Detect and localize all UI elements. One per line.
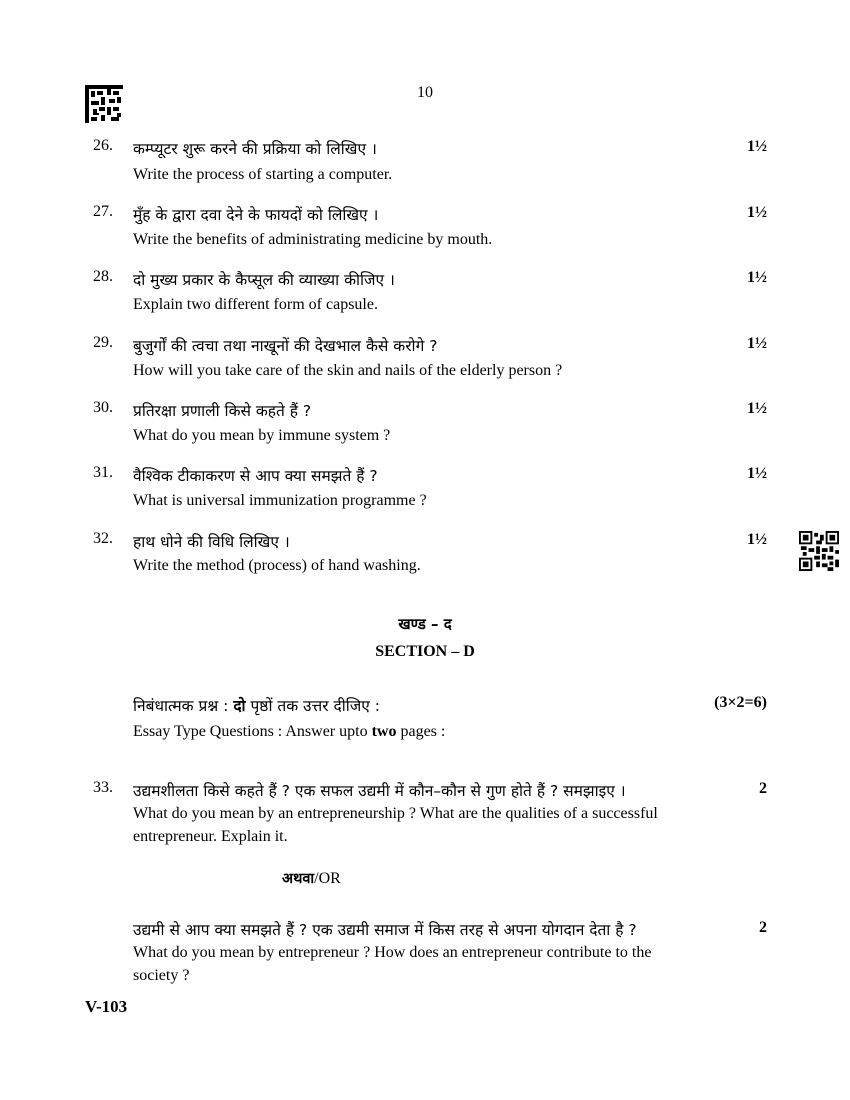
page-number: 10: [417, 84, 433, 101]
question-marks: 1½: [747, 269, 767, 286]
question-text-english: What is universal immunization programme ?: [133, 492, 427, 509]
question-number: 27.: [93, 203, 113, 220]
question-text-english: Write the method (process) of hand washing.: [133, 557, 421, 574]
question-number: 28.: [93, 268, 113, 285]
question-marks: 1½: [747, 138, 767, 155]
question-text-english: Explain two different form of capsule.: [133, 296, 378, 313]
question-text-hindi: कम्प्यूटर शुरू करने की प्रक्रिया को लिखिए ।: [133, 140, 377, 158]
question-text-hindi: मुँह के द्वारा दवा देने के फायदों को लिखिए ।: [133, 206, 379, 224]
question-text-hindi: प्रतिरक्षा प्रणाली किसे कहते हैं ?: [133, 402, 312, 420]
paper-code: V-103: [85, 997, 128, 1016]
or-divider: अथवा/OR: [282, 870, 341, 887]
section-title-hindi: खण्ड – द: [398, 615, 452, 633]
question-text-hindi: हाथ धोने की विधि लिखिए ।: [133, 533, 290, 551]
question-marks: 1½: [747, 465, 767, 482]
question-text-english: How will you take care of the skin and nails of the elderly person ?: [133, 362, 563, 379]
question-number: 30.: [93, 399, 113, 416]
alternate-question-hindi: उद्यमी से आप क्या समझते हैं ? एक उद्यमी समाज में किस तरह से अपना योगदान देता है ?: [133, 921, 637, 939]
question-number: 31.: [93, 464, 113, 481]
question-text-english: Write the process of starting a computer.: [133, 166, 393, 183]
alternate-question-marks: 2: [759, 919, 767, 936]
question-marks: 1½: [747, 335, 767, 352]
section-title-english: SECTION – D: [375, 643, 475, 660]
question-marks: 1½: [747, 400, 767, 417]
alternate-question-english: What do you mean by entrepreneur ? How does an entrepreneur contribute to the society ?: [133, 944, 652, 984]
section-instructions-english: Essay Type Questions : Answer upto two pages :: [133, 723, 446, 740]
question-text-hindi: उद्यमशीलता किसे कहते हैं ? एक सफल उद्यमी में कौन–कौन से गुण होते हैं ? समझाइए ।: [133, 782, 626, 800]
section-instructions-hindi: निबंधात्मक प्रश्न : दो पृष्ठों तक उत्तर दीजिए :: [133, 697, 380, 715]
question-text-english: Write the benefits of administrating medicine by mouth.: [133, 231, 493, 248]
section-total-marks: (3×2=6): [714, 694, 767, 711]
question-marks: 2: [759, 780, 767, 797]
question-marks: 1½: [747, 204, 767, 221]
question-number: 32.: [93, 530, 113, 547]
question-number: 26.: [93, 137, 113, 154]
qr-code-side-icon: [799, 531, 839, 571]
question-number: 29.: [93, 334, 113, 351]
question-text-english: What do you mean by immune system ?: [133, 427, 391, 444]
question-text-hindi: वैश्विक टीकाकरण से आप क्या समझते हैं ?: [133, 467, 378, 485]
question-marks: 1½: [747, 531, 767, 548]
question-text-hindi: दो मुख्य प्रकार के कैप्सूल की व्याख्या कीजिए ।: [133, 271, 395, 289]
question-text-hindi: बुजुर्गों की त्वचा तथा नाखूनों की देखभाल कैसे करोगे ?: [133, 337, 438, 355]
question-number: 33.: [93, 779, 113, 796]
question-text-english: What do you mean by an entrepreneurship ? What are the qualities of a successful entrepreneur. Explain it.: [133, 805, 658, 845]
